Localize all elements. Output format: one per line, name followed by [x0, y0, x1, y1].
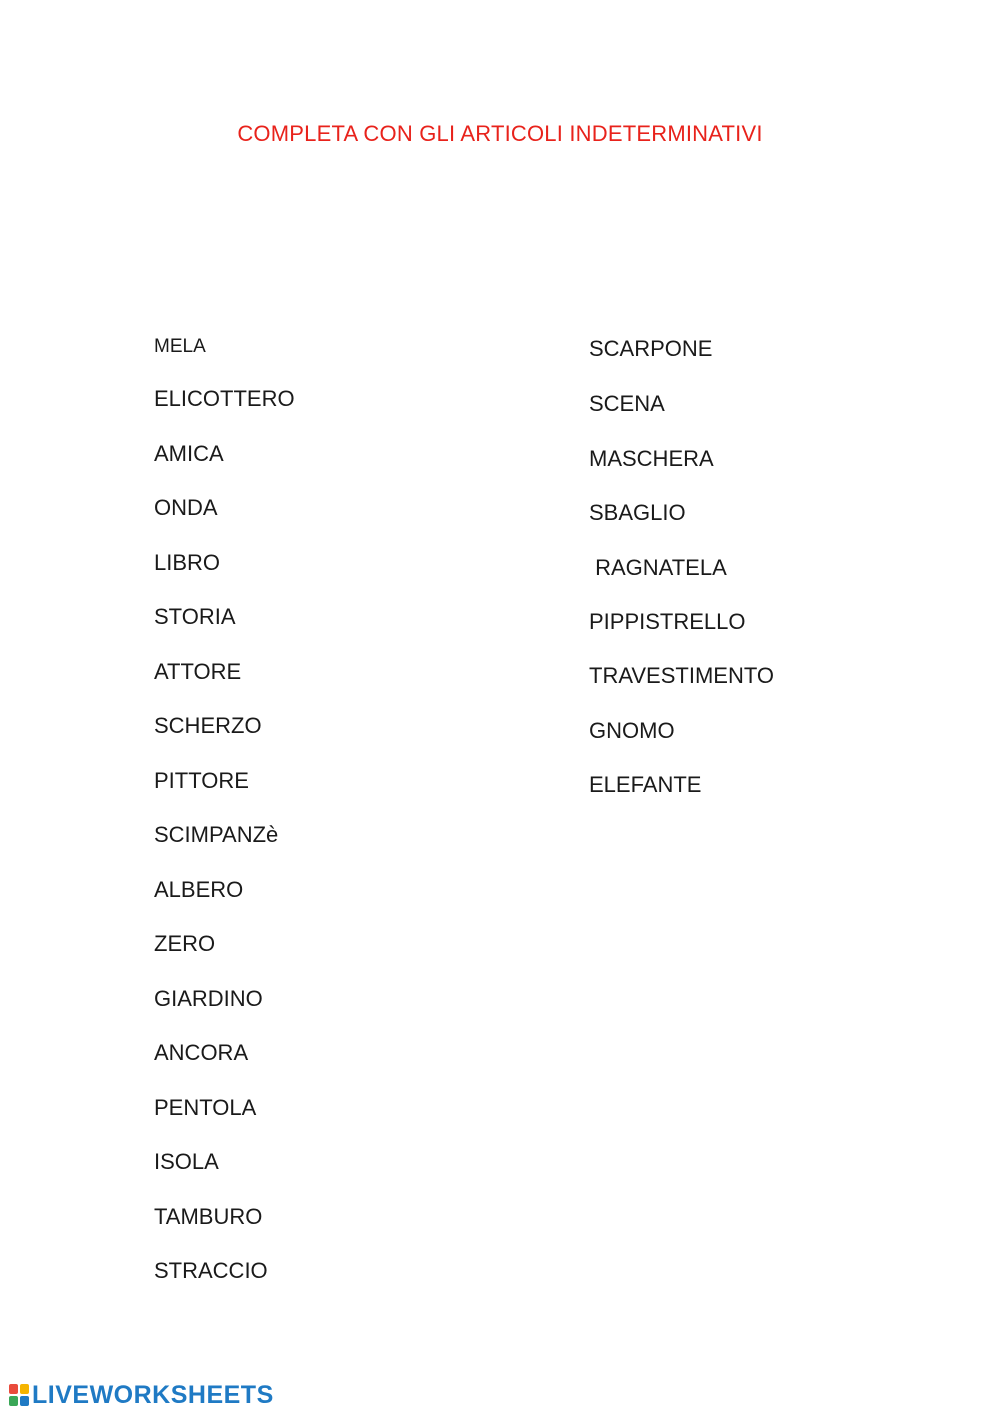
word-item: RAGNATELA — [589, 555, 727, 580]
word-item: GNOMO — [589, 718, 675, 743]
word-item: ONDA — [154, 495, 218, 520]
brand-name: LIVEWORKSHEETS — [32, 1380, 274, 1409]
word-item: PENTOLA — [154, 1095, 257, 1120]
liveworksheets-logo-icon — [8, 1383, 30, 1407]
word-item: STRACCIO — [154, 1258, 268, 1283]
word-item: STORIA — [154, 604, 236, 629]
word-item: AMICA — [154, 441, 224, 466]
word-item: MASCHERA — [589, 446, 714, 471]
word-item: ELICOTTERO — [154, 386, 295, 411]
word-item: MELA — [154, 336, 206, 357]
liveworksheets-brand[interactable] — [8, 1381, 274, 1409]
word-item: ZERO — [154, 931, 216, 956]
word-item: ELEFANTE — [589, 772, 702, 797]
word-item: SCIMPANZè — [154, 822, 279, 847]
word-item: ANCORA — [154, 1040, 249, 1065]
worksheet-title: COMPLETA CON GLI ARTICOLI INDETERMINATIVI — [237, 121, 763, 146]
word-item: ATTORE — [154, 659, 242, 684]
word-item: LIBRO — [154, 550, 221, 575]
word-item: PIPPISTRELLO — [589, 609, 746, 634]
word-item: SCENA — [589, 391, 665, 416]
word-item: TAMBURO — [154, 1204, 263, 1229]
word-item: SBAGLIO — [589, 500, 686, 525]
word-item: PITTORE — [154, 768, 249, 793]
word-item: SCARPONE — [589, 336, 713, 361]
word-item: ISOLA — [154, 1149, 219, 1174]
word-item: GIARDINO — [154, 986, 263, 1011]
word-item: SCHERZO — [154, 713, 262, 738]
word-item: TRAVESTIMENTO — [589, 663, 774, 688]
word-item: ALBERO — [154, 877, 244, 902]
